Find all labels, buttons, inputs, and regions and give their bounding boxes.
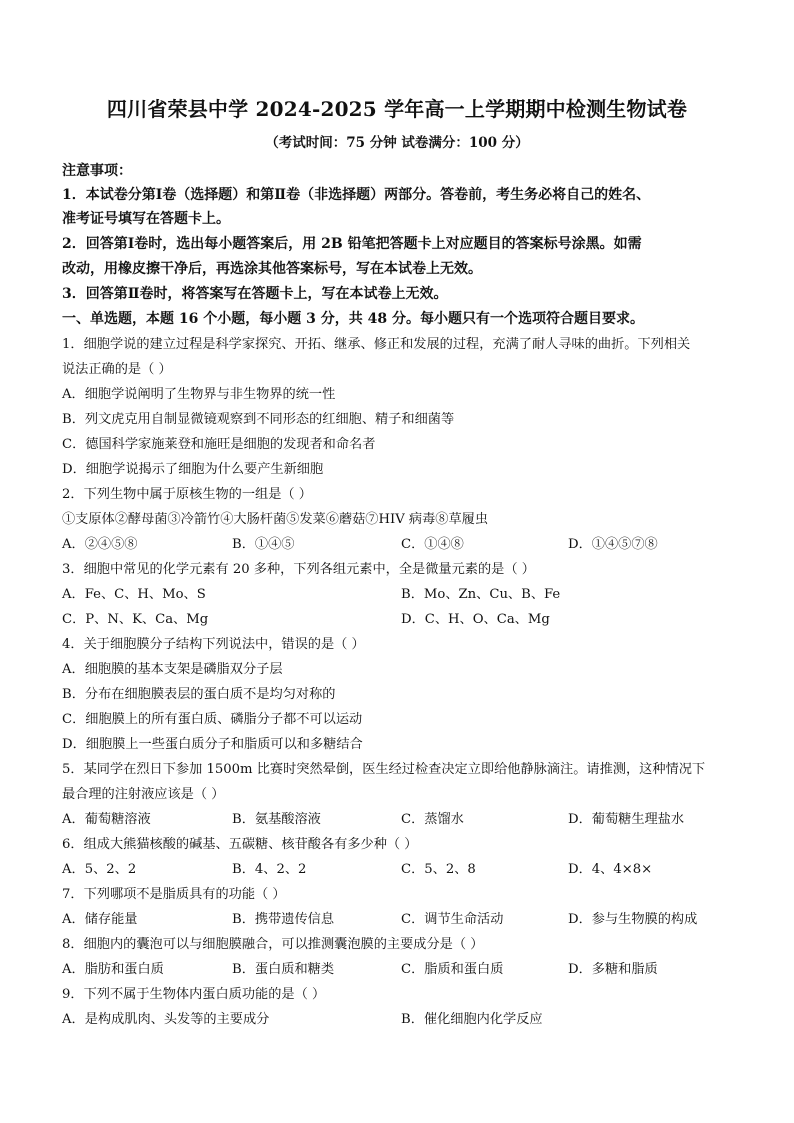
q3-option-c: C．P、N、K、Ca、Mg <box>62 612 209 627</box>
q9-option-a: A．是构成肌肉、头发等的主要成分 <box>62 1012 270 1027</box>
q5-option-a: A．葡萄糖溶液 <box>62 812 151 827</box>
q5-option-c: C．蒸馏水 <box>401 812 464 827</box>
q1-option-c: C．德国科学家施莱登和施旺是细胞的发现者和命名者 <box>62 437 376 452</box>
q2-organism-list: ①支原体②酵母菌③冷箭竹④大肠杆菌⑤发菜⑥蘑菇⑦HIV 病毒⑧草履虫 <box>62 512 489 527</box>
q8-option-a: A．脂肪和蛋白质 <box>62 962 164 977</box>
q8-stem: 8．细胞内的囊泡可以与细胞膜融合，可以推测囊泡膜的主要成分是（ ） <box>62 937 484 952</box>
q5-stem-line-2: 最合理的注射液应该是（ ） <box>62 787 225 802</box>
q3-option-b: B．Mo、Zn、Cu、B、Fe <box>401 587 561 602</box>
exam-title: 四川省荣县中学 2024-2025 学年高一上学期期中检测生物试卷 <box>106 97 688 121</box>
q1-stem-line-2: 说法正确的是（ ） <box>62 362 172 377</box>
note-line-4: 改动，用橡皮擦干净后，再选涂其他答案标号，写在本试卷上无效。 <box>62 261 482 277</box>
q7-option-a: A．储存能量 <box>62 912 138 927</box>
q5-stem-line-1: 5．某同学在烈日下参加 1500m 比赛时突然晕倒，医生经过检查决定立即给他静脉滴注。请推测，这种情况下 <box>62 762 706 777</box>
q3-stem: 3．细胞中常见的化学元素有 20 多种，下列各组元素中，全是微量元素的是（ ） <box>62 562 535 577</box>
q7-stem: 7．下列哪项不是脂质具有的功能（ ） <box>62 887 286 902</box>
q4-option-a: A．细胞膜的基本支架是磷脂双分子层 <box>62 662 283 677</box>
q2-option-a: A．②④⑤⑧ <box>62 537 138 552</box>
q3-option-d: D．C、H、O、Ca、Mg <box>401 612 550 627</box>
note-line-3: 2．回答第Ⅰ卷时，选出每小题答案后，用 2B 铅笔把答题卡上对应题目的答案标号涂黑。如需 <box>62 236 642 252</box>
q1-option-d: D．细胞学说揭示了细胞为什么要产生新细胞 <box>62 462 324 477</box>
section-heading: 一、单选题，本题 16 个小题，每小题 3 分，共 48 分。每小题只有一个选项符合题目要求。 <box>62 311 644 327</box>
q6-option-b: B．4、2、2 <box>232 862 307 877</box>
q8-option-d: D．多糖和脂质 <box>568 962 658 977</box>
q6-option-c: C．5、2、8 <box>401 862 476 877</box>
q6-option-a: A．5、2、2 <box>62 862 137 877</box>
q1-option-b: B．列文虎克用自制显微镜观察到不同形态的红细胞、精子和细菌等 <box>62 412 455 427</box>
q4-stem: 4．关于细胞膜分子结构下列说法中，错误的是（ ） <box>62 637 365 652</box>
q2-stem: 2．下列生物中属于原核生物的一组是（ ） <box>62 487 312 502</box>
q4-option-d: D．细胞膜上一些蛋白质分子和脂质可以和多糖结合 <box>62 737 363 752</box>
q2-option-c: C．①④⑧ <box>401 537 464 552</box>
note-line-2: 准考证号填写在答题卡上。 <box>62 211 230 227</box>
q2-option-b: B．①④⑤ <box>232 537 295 552</box>
q6-option-d: D．4、4×8× <box>568 862 653 877</box>
q4-option-b: B．分布在细胞膜表层的蛋白质不是均匀对称的 <box>62 687 336 702</box>
q7-option-c: C．调节生命活动 <box>401 912 504 927</box>
q9-option-b: B．催化细胞内化学反应 <box>401 1012 543 1027</box>
q1-stem-line-1: 1．细胞学说的建立过程是科学家探究、开拓、继承、修正和发展的过程，充满了耐人寻味的曲折。下列相关 <box>62 337 691 352</box>
q8-option-b: B．蛋白质和糖类 <box>232 962 335 977</box>
q4-option-c: C．细胞膜上的所有蛋白质、磷脂分子都不可以运动 <box>62 712 363 727</box>
q9-stem: 9．下列不属于生物体内蛋白质功能的是（ ） <box>62 987 326 1002</box>
note-line-1: 1．本试卷分第Ⅰ卷（选择题）和第Ⅱ卷（非选择题）两部分。答卷前，考生务必将自己的姓名、 <box>62 187 651 203</box>
q6-stem: 6．组成大熊猫核酸的碱基、五碳糖、核苷酸各有多少种（ ） <box>62 837 418 852</box>
q7-option-d: D．参与生物膜的构成 <box>568 912 698 927</box>
note-line-5: 3．回答第Ⅱ卷时，将答案写在答题卡上，写在本试卷上无效。 <box>62 286 448 302</box>
q2-option-d: D．①④⑤⑦⑧ <box>568 537 658 552</box>
exam-subtitle: （考试时间：75 分钟 试卷满分：100 分） <box>265 135 529 151</box>
q7-option-b: B．携带遗传信息 <box>232 912 335 927</box>
q1-option-a: A．细胞学说阐明了生物界与非生物界的统一性 <box>62 387 336 402</box>
q5-option-d: D．葡萄糖生理盐水 <box>568 812 685 827</box>
q5-option-b: B．氨基酸溶液 <box>232 812 321 827</box>
notes-heading: 注意事项： <box>62 163 132 179</box>
q3-option-a: A．Fe、C、H、Mo、S <box>62 587 206 602</box>
q8-option-c: C．脂质和蛋白质 <box>401 962 504 977</box>
